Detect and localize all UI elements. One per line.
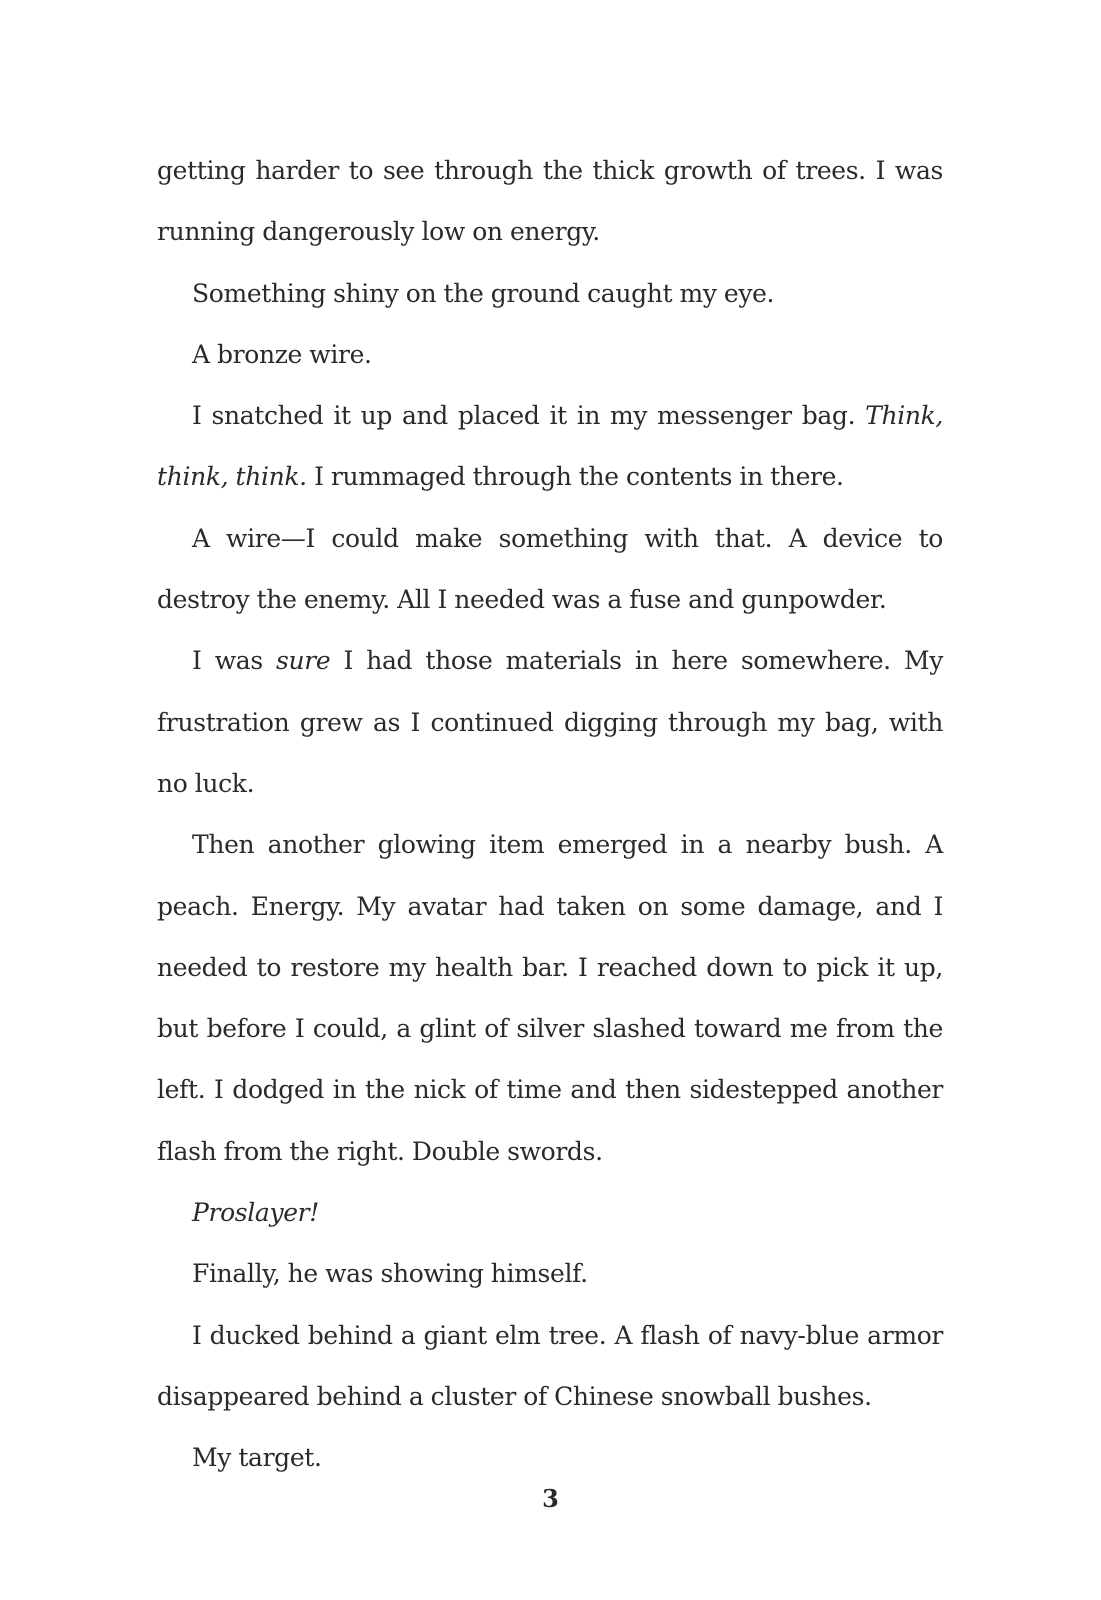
body-text (157, 140, 943, 1489)
paragraph-glowing-item: Then another glowing item emerged in a nearby bush. A peach. Energy. My avatar had taken on some damage, and I needed to restore my health bar. I reached down to pick it up, but before I could, a glint of silver slashed toward me from the left. I dodged in the nick of time and then sidestepped another flash from the right. Double swords. (157, 830, 943, 1166)
paragraph-proslayer: Proslayer! (192, 1198, 319, 1228)
paragraph-continuation: getting harder to see through the thick growth of trees. I was running dangerously low on energy. (157, 156, 943, 247)
text-run: I was (192, 646, 277, 676)
text-run: I rummaged through the contents in there. (306, 462, 844, 492)
paragraph-bronze-wire: A bronze wire. (192, 339, 372, 369)
paragraph-i-was-sure (157, 630, 943, 814)
italic-emphasis: sure (276, 646, 331, 676)
paragraph-something-shiny: Something shiny on the ground caught my eye. (192, 278, 775, 308)
text-run: I snatched it up and placed it in my messenger bag. (192, 401, 866, 431)
paragraph-a-wire: A wire—I could make something with that. A device to destroy the enemy. All I needed was a fuse and gunpowder. (157, 523, 943, 615)
paragraph-showing-himself: Finally, he was showing himself. (192, 1259, 588, 1289)
paragraph-elm-tree: I ducked behind a giant elm tree. A flash of navy-blue armor disappeared behind a cluster of Chinese snowball bushes. (157, 1320, 943, 1411)
paragraph-snatched-it (157, 385, 943, 508)
italic-thought: Think, think, think. (157, 401, 943, 492)
page-number: 3 (542, 1484, 559, 1513)
text-run: I had those materials in here somewhere. My frustration grew as I continued digging through my bag, with no luck. (157, 646, 943, 798)
paragraph-my-target: My target. (192, 1443, 322, 1473)
